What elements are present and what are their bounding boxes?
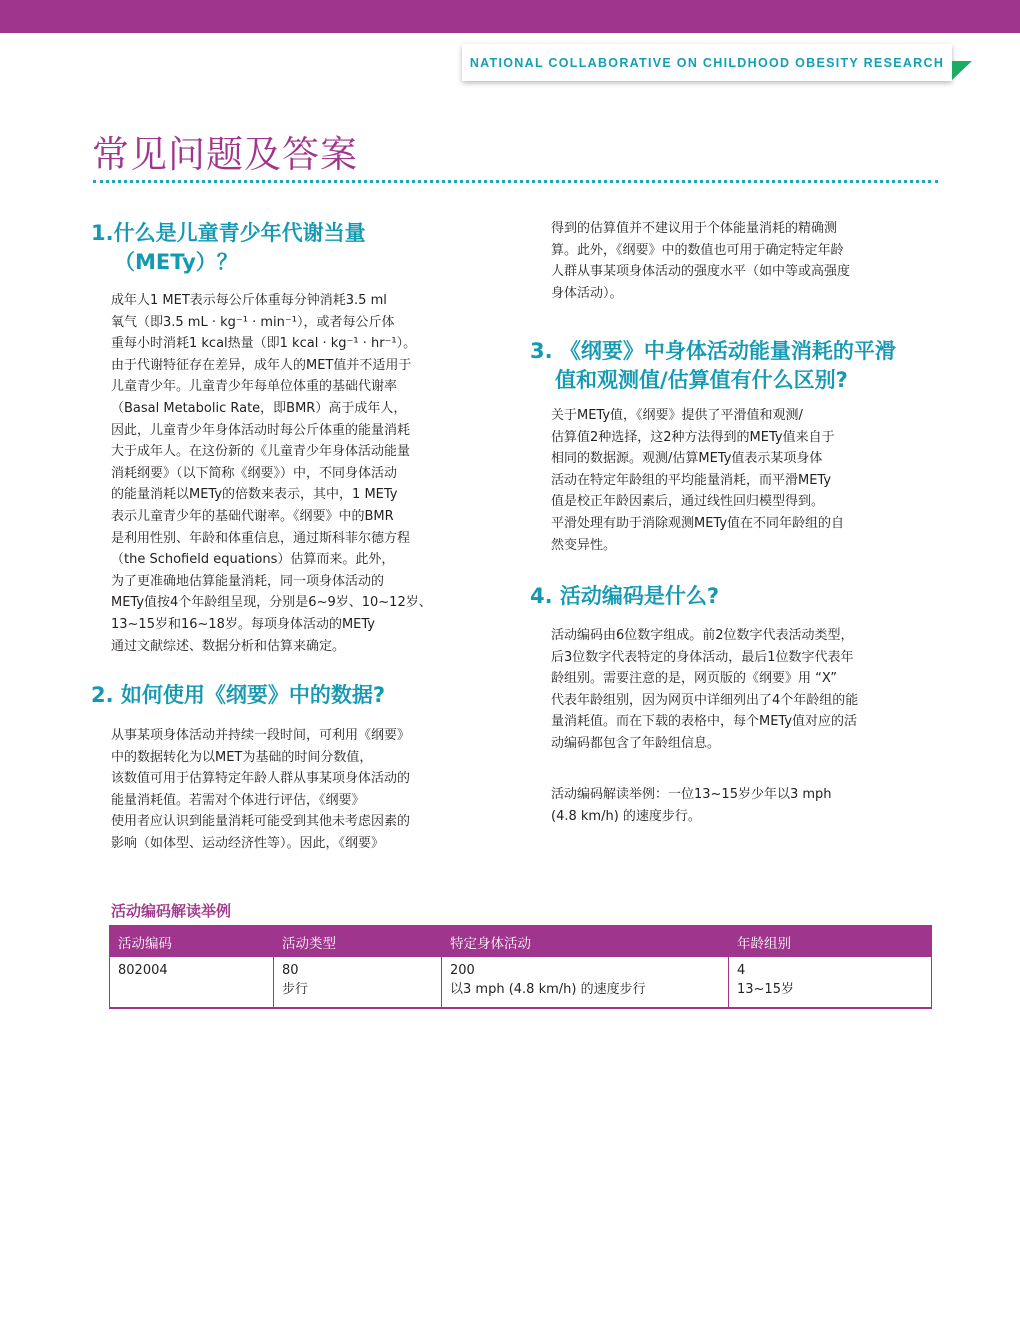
- q4-line: 代表年龄组别，因为网页中详细列出了4个年龄组的能: [551, 692, 859, 708]
- q2-body: [111, 725, 410, 855]
- q4-example-line: (4.8 km/h) 的速度步行。: [551, 808, 701, 824]
- col-header-code: 活动编码: [110, 926, 274, 957]
- q2-number: 2.: [91, 683, 114, 707]
- q1-line: 的能量消耗以METy的倍数来表示，其中，1 METy: [111, 487, 398, 503]
- q4-body: [551, 625, 858, 755]
- q3-heading: [530, 337, 896, 395]
- q2-line: 影响（如体型、运动经济性等）。因此，《纲要》: [111, 835, 385, 851]
- q3-line: 估算值2种选择，这2种方法得到的METy值来自于: [551, 429, 835, 445]
- q3-line: 关于METy值，《纲要》提供了平滑值和观测/: [551, 408, 803, 423]
- q2-line: 中的数据转化为以MET为基础的时间分数值，: [111, 749, 373, 765]
- q3-line: 活动在特定年龄组的平均能量消耗，而平滑METy: [551, 472, 832, 488]
- q3-title-line-2: 值和观测值/估算值有什么区别?: [555, 368, 848, 392]
- header-org-label: [462, 44, 952, 81]
- q3-line: 相同的数据源。观测/估算METy值表示某项身体: [551, 451, 823, 467]
- title-divider: [93, 180, 938, 183]
- q4-title: 活动编码是什么?: [559, 584, 720, 608]
- q4-line: 量消耗值。而在下载的表格中，每个METy值对应的活: [551, 714, 858, 730]
- table-caption: 活动编码解读举例: [111, 902, 232, 920]
- cell-code: [110, 957, 274, 1009]
- q1-line: 大于成年人。在这份新的《儿童青少年身体活动能量: [111, 444, 411, 460]
- age-name: 13~15岁: [737, 982, 794, 997]
- q1-line: 因此，儿童青少年身体活动时每公斤体重的能量消耗: [111, 422, 411, 438]
- org-name: NATIONAL COLLABORATIVE ON CHILDHOOD OBESITY RESEARCH: [469, 55, 945, 70]
- page-title: 常见问题及答案: [92, 133, 358, 176]
- top-color-bar: [0, 0, 1020, 33]
- q4-line: 后3位数字代表特定的身体活动，最后1位数字代表年: [551, 649, 854, 665]
- code-value: 802004: [118, 963, 168, 978]
- q1-line: 表示儿童青少年的基础代谢率。《纲要》中的BMR: [111, 508, 394, 524]
- q1-line: 为了更准确地估算能量消耗，同一项身体活动的: [111, 573, 385, 589]
- q3-line: 值是校正年龄因素后，通过线性回归模型得到。: [551, 494, 825, 510]
- q4-line: 龄组别。需要注意的是，网页版的《纲要》用 “X”: [551, 671, 837, 687]
- cell-activity: [442, 957, 729, 1009]
- cell-age: [729, 957, 932, 1009]
- q1-title-line-2: （METy）？: [114, 250, 238, 274]
- q2-cont-line: 人群从事某项身体活动的强度水平（如中等或高强度: [551, 264, 851, 280]
- table-header-row: [110, 926, 932, 957]
- q1-line: 13~15岁和16~18岁。每项身体活动的METy: [111, 616, 375, 632]
- q4-heading: [530, 582, 719, 611]
- q1-body: [111, 290, 432, 657]
- q4-example-line: 活动编码解读举例：一位13~15岁少年以3 mph: [551, 787, 832, 802]
- q3-body: [551, 405, 844, 556]
- q1-line: 成年人1 MET表示每公斤体重每分钟消耗3.5 ml: [111, 293, 387, 308]
- col-header-type: 活动类型: [274, 926, 442, 957]
- q1-line: （Basal Metabolic Rate，即BMR）高于成年人，: [111, 400, 407, 416]
- q1-line: 由于代谢特征存在差异，成年人的MET值并不适用于: [111, 357, 412, 373]
- q2-line: 能量消耗值。若需对个体进行评估，《纲要》: [111, 792, 365, 808]
- q1-line: （the Schofield equations）估算而来。此外，: [111, 552, 395, 568]
- q3-line: 然变异性。: [551, 537, 617, 553]
- q3-number: 3.: [530, 339, 553, 363]
- col-header-activity: 特定身体活动: [442, 926, 729, 957]
- q2-cont-line: 算。此外，《纲要》中的数值也可用于确定特定年龄: [551, 242, 844, 258]
- cell-type: [274, 957, 442, 1009]
- age-code: 4: [737, 963, 746, 978]
- q2-line: 从事某项身体活动并持续一段时间，可利用《纲要》: [111, 728, 411, 743]
- q4-example: [551, 784, 832, 827]
- activity-code-table: [109, 925, 932, 1009]
- q1-line: 儿童青少年。儿童青少年每单位体重的基础代谢率: [111, 379, 398, 395]
- header-tab-accent: [952, 61, 972, 80]
- q1-line: 氧气（即3.5 mL · kg⁻¹ · min⁻¹），或者每公斤体: [111, 314, 395, 330]
- q1-line: METy值按4个年龄组呈现，分别是6~9岁、10~12岁、: [111, 595, 432, 611]
- activity-code: 200: [450, 963, 475, 978]
- q2-title: 如何使用《纲要》中的数据?: [120, 683, 386, 707]
- q4-line: 动编码都包含了年龄组信息。: [551, 735, 721, 751]
- q1-heading: [91, 219, 366, 277]
- q2-heading: [91, 681, 385, 710]
- table-row: [110, 957, 932, 1009]
- q1-title-line-1: 什么是儿童青少年代谢当量: [113, 221, 366, 245]
- q2-cont-line: 得到的估算值并不建议用于个体能量消耗的精确测: [551, 221, 838, 236]
- q4-number: 4.: [530, 584, 553, 608]
- q2-line: 该数值可用于估算特定年龄人群从事某项身体活动的: [111, 771, 411, 787]
- q2-body-continued: [551, 218, 850, 304]
- col-header-age: 年龄组别: [729, 926, 932, 957]
- q1-line: 消耗纲要》（以下简称《纲要》）中，不同身体活动: [111, 465, 398, 481]
- q2-cont-line: 身体活动）。: [551, 285, 623, 301]
- q1-line: 是利用性别、年龄和体重信息，通过斯科菲尔德方程: [111, 530, 411, 546]
- q1-line: 通过文献综述、数据分析和估算来确定。: [111, 638, 346, 654]
- type-code: 80: [282, 963, 299, 978]
- q3-title-line-1: 《纲要》中身体活动能量消耗的平滑: [559, 339, 896, 363]
- type-name: 步行: [282, 982, 309, 997]
- q3-line: 平滑处理有助于消除观测METy值在不同年龄组的自: [551, 515, 845, 531]
- q1-line: 重每小时消耗1 kcal热量（即1 kcal · kg⁻¹ · hr⁻¹）。: [111, 336, 417, 352]
- q4-line: 活动编码由6位数字组成。前2位数字代表活动类型，: [551, 628, 854, 643]
- activity-name: 以3 mph (4.8 km/h) 的速度步行: [450, 982, 646, 997]
- q1-number: 1.: [91, 221, 114, 245]
- q2-line: 使用者应认识到能量消耗可能受到其他未考虑因素的: [111, 814, 411, 830]
